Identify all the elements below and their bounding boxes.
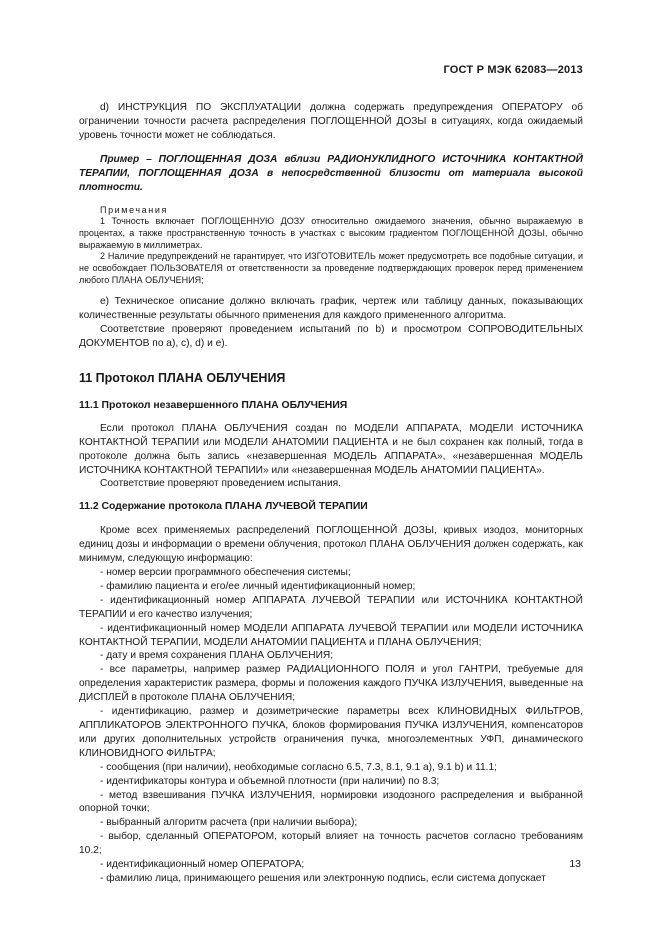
list-item: - идентификационный номер АППАРАТА ЛУЧЕВОЙ ТЕРАПИИ или ИСТОЧНИКА КОНТАКТНОЙ ТЕРАПИИ и его качество излучения; <box>79 594 583 620</box>
paragraph-11-2: Кроме всех применяемых распределений ПОГЛОЩЕННОЙ ДОЗЫ, кривых изодоз, мониторных единиц дозы и информации о времени облучения, протокол ПЛАНА ОБЛУЧЕНИЯ должен содержать, как минимум, следующую информацию: <box>79 525 583 564</box>
list-item: - идентификацию, размер и дозиметрические параметры всех КЛИНОВИДНЫХ ФИЛЬТРОВ, АППЛИКАТОРОВ ЭЛЕКТРОННОГО ПУЧКА, блоков формирования ПУЧКА ИЗЛУЧЕНИЯ, компенсаторов или других дополнительных устройств ограничения пучка, многоэлементных УФП, динамического КЛИНОВИДНОГО ФИЛЬТРА; <box>79 706 583 759</box>
section-11-2-heading: 11.2 Содержание протокола ПЛАНА ЛУЧЕВОЙ ТЕРАПИИ <box>79 501 368 512</box>
page-number: 13 <box>569 858 581 870</box>
list-item: - фамилию пациента и его/ее личный идентификационный номер; <box>100 580 416 592</box>
example-text: Пример – ПОГЛОЩЕННАЯ ДОЗА вблизи РАДИОНУКЛИДНОГО ИСТОЧНИКА КОНТАКТНОЙ ТЕРАПИИ, ПОГЛОЩЕННАЯ ДОЗА в непосредственной близости от материала высокой плотности. <box>79 154 583 194</box>
compliance-check-1: Соответствие проверяют проведением испытаний по b) и просмотром СОПРОВОДИТЕЛЬНЫХ ДОКУМЕНТОВ по a), c), d) и e). <box>79 324 583 349</box>
paragraph-d: d) ИНСТРУКЦИЯ ПО ЭКСПЛУАТАЦИИ должна содержать предупреждения ОПЕРАТОРУ об ограничении точности расчета распределения ПОГЛОЩЕННОЙ ДОЗЫ в ситуациях, когда ожидаемый уровень точности может не соблюдаться. <box>79 102 583 141</box>
list-item: - выбор, сделанный ОПЕРАТОРОМ, который влияет на точность расчетов согласно требованиям 10.2; <box>79 831 583 857</box>
list-item: - все параметры, например размер РАДИАЦИОННОГО ПОЛЯ и угол ГАНТРИ, требуемые для определения характеристик размера, формы и положения каждого ПУЧКА ИЗЛУЧЕНИЯ, выведенные на ДИСПЛЕЙ в протоколе ПЛАНА ОБЛУЧЕНИЯ; <box>79 664 583 704</box>
document-header: ГОСТ Р МЭК 62083—2013 <box>443 64 583 76</box>
list-item: - идентификаторы контура и объемной плотности (при наличии) по 8.3; <box>100 775 440 787</box>
section-11-1-heading: 11.1 Протокол незавершенного ПЛАНА ОБЛУЧЕНИЯ <box>79 400 348 411</box>
paragraph-11-1: Если протокол ПЛАНА ОБЛУЧЕНИЯ создан по МОДЕЛИ АППАРАТА, МОДЕЛИ ИСТОЧНИКА КОНТАКТНОЙ ТЕРАПИИ или МОДЕЛИ АНАТОМИИ ПАЦИЕНТА и не был сохранен как полный, тогда в протоколе должна быть запись «незавершенная МОДЕЛЬ АППАРАТА», «незавершенная МОДЕЛЬ ИСТОЧНИКА КОНТАКТНОЙ ТЕРАПИИ» или «незавершенная МОДЕЛЬ АНАТОМИИ ПАЦИЕНТА». <box>79 423 583 476</box>
list-item: - номер версии программного обеспечения системы; <box>100 567 351 578</box>
note-2: 2 Наличие предупреждений не гарантирует, что ИЗГОТОВИТЕЛЬ может предусмотреть все подобные ситуации, и не освобождает ПОЛЬЗОВАТЕЛЯ от ответственности за проведение подтверждающих проверок перед применением любого ПЛАНА ОБЛУЧЕНИЯ; <box>79 251 583 286</box>
notes-title: Примечания <box>100 205 168 215</box>
list-item: - фамилию лица, принимающего решения или электронную подпись, если система допускает <box>100 872 546 884</box>
list-item: - идентификационный номер ОПЕРАТОРА; <box>100 859 305 871</box>
requirements-list <box>79 566 583 886</box>
note-1: 1 Точность включает ПОГЛОЩЕННУЮ ДОЗУ относительно ожидаемого значения, обычно выражаемую в процентах, а также пространственную точность в участках с высоким градиентом ПОГЛОЩЕННОЙ ДОЗЫ, обычно выражаемую в миллиметрах. <box>79 216 583 251</box>
paragraph-e: e) Техническое описание должно включать график, чертеж или таблицу данных, показывающих количественные результаты обычного применения для каждого примененного алгоритма. <box>79 296 583 321</box>
list-item: - выбранный алгоритм расчета (при наличии выбора); <box>100 817 358 829</box>
list-item: - идентификационный номер МОДЕЛИ АППАРАТА ЛУЧЕВОЙ ТЕРАПИИ или МОДЕЛИ ИСТОЧНИКА КОНТАКТНОЙ ТЕРАПИИ, МОДЕЛИ АНАТОМИИ ПАЦИЕНТА и ПЛАНА ОБЛУЧЕНИЯ; <box>79 622 583 648</box>
section-11-heading: 11 Протокол ПЛАНА ОБЛУЧЕНИЯ <box>79 371 286 385</box>
list-item: - дату и время сохранения ПЛАНА ОБЛУЧЕНИЯ; <box>100 650 334 662</box>
list-item: - сообщения (при наличии), необходимые согласно 6.5, 7.3, 8.1, 9.1 a), 9.1 b) и 11.1; <box>100 761 497 773</box>
list-item: - метод взвешивания ПУЧКА ИЗЛУЧЕНИЯ, нормировки изодозного распределения и выбранной опорной точки; <box>79 789 583 815</box>
compliance-check-2: Соответствие проверяют проведением испытания. <box>100 478 341 489</box>
